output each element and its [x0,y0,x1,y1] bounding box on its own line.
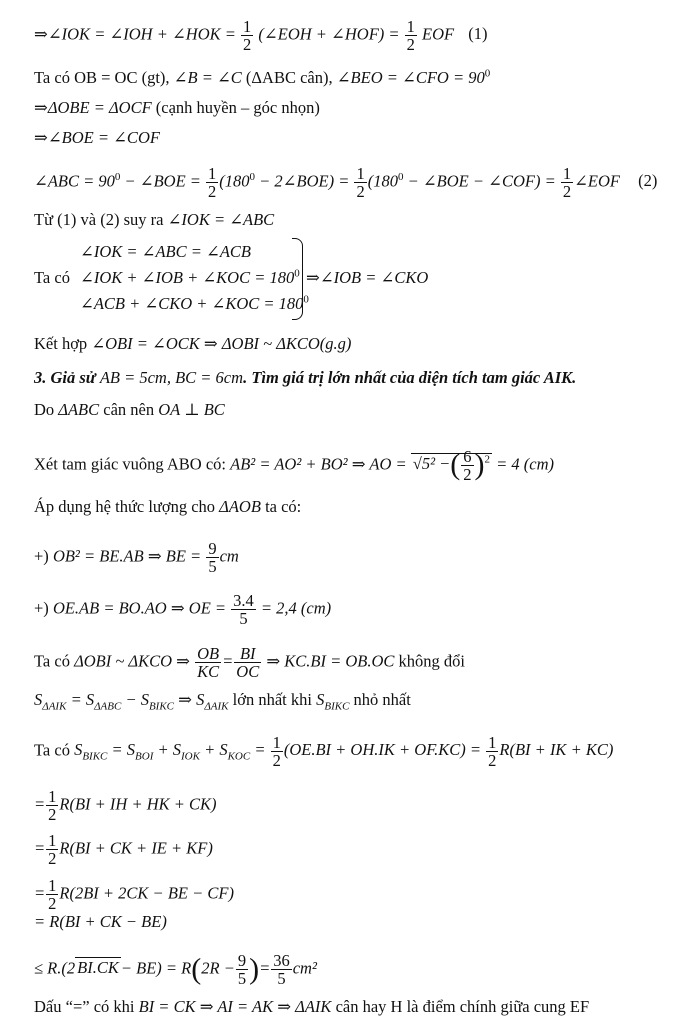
text: Từ (1) và (2) suy ra [34,210,164,229]
derivation-line-21: ≤ R.(2 BI.CK − BE) = R(2R − $\frac{9}{5}$ )= $\frac{36}{5}$ cm² [34,951,317,988]
superscript: 0 [484,67,491,80]
system-label: Ta có [34,268,70,287]
math: ∠BEO = ∠CFO = 90 [336,68,485,87]
derivation-line-17: = $\frac{1}{2}$ R(BI + IH + HK + CK) [34,787,217,824]
fraction: $\frac{1}{2}$ [406,17,415,54]
derivation-line-20: = R(BI + CK − BE) [34,912,167,931]
system-row-1: ∠IOK = ∠ABC = ∠ACB [80,242,251,261]
math: ⇒∠BOE = ∠COF [34,128,160,147]
text-line-10: Xét tam giác vuông ABO có: AB² = AO² + BO² ⇒ AO = √5² −( $\frac{6}{2}$ )$^2$ = 4 (cm) [34,447,555,484]
derivation-line-19: = $\frac{1}{2}$ R(2BI + 2CK − BE − CF) [34,876,234,913]
text-line-3 [34,98,320,118]
fraction: $\frac{1}{2}$ [243,17,252,54]
eq-text: ⇒∠IOK = ∠IOH + ∠HOK = [34,24,236,44]
fraction: $\frac{BI}{OC}$ [236,644,260,681]
fraction: $\frac{OB}{KC}$ [197,644,220,681]
text: Ta có OB = OC (gt), [34,68,170,87]
text-line-7 [34,334,351,354]
text-line-11: Áp dụng hệ thức lượng cho ΔAOB ta có: [34,497,302,516]
math: ∠B = ∠C [173,68,242,87]
system-row-3: ∠ACB + ∠CKO + ∠KOC = $180^0$ [80,293,309,313]
eq-text: (∠EOH + ∠HOF) = [258,24,400,44]
text-line-6 [34,210,274,230]
system-result: ⇒∠IOB = ∠CKO [306,268,429,287]
equation-line-5: ∠ABC = $90^0$ − ∠BOE = $\frac{1}{2}$ ($180^0$ − 2∠BOE) = $\frac{1}{2}$ ($180^0$ − ∠BOE − ∠COF) = $\frac{1}{2}$ ∠EOF (2) [34,164,658,201]
equation-tag: (1) [468,24,488,44]
fraction: $\frac{1}{2}$ [356,164,365,201]
fraction: $\frac{9}{5}$ [208,539,217,576]
text: (ΔABC cân), [245,68,333,87]
fraction: $\frac{1}{2}$ [272,733,281,770]
fraction: $\frac{1}{2}$ [488,733,497,770]
equation-tag: (2) [638,171,658,191]
text-line-14: Ta có ΔOBI ~ ΔKCO ⇒ $\frac{OB}{KC}$ = $\frac{BI}{OC}$ ⇒ KC.BI = OB.OC không đổi [34,644,466,681]
derivation-line-18: = $\frac{1}{2}$ R(BI + CK + IE + KF) [34,831,213,868]
text-line-13: +) OE.AB = BO.AO ⇒ OE = $\frac{3.4}{5}$ = 2,4 (cm) [34,591,332,628]
equation-line-1 [34,18,487,53]
fraction: $\frac{1}{2}$ [562,164,572,201]
math: ∠OBI = ∠OCK ⇒ ΔOBI ~ ΔKCO(g.g) [91,334,352,353]
math: ⇒ΔOBE = ΔOCF [34,98,152,117]
square-root: BI.CK [77,958,119,978]
square-root: √5² −( $\frac{6}{2}$ )$^2$ [412,447,491,484]
eq-text: EOF [422,24,455,44]
fraction: $\frac{1}{2}$ [208,164,217,201]
text-line-12: +) OB² = BE.AB ⇒ BE = $\frac{9}{5}$ cm [34,539,239,576]
problem-heading-3: 3. Giả sử AB = 5cm, BC = 6cm. Tìm giá trị lớn nhất của diện tích tam giác AIK. [34,368,577,387]
math: ∠IOK = ∠ABC [167,210,275,229]
text-line-2 [34,68,490,88]
right-brace [292,238,303,320]
text-line-15: $S_{\Delta AIK} = S_{\Delta ABC} - S_{BIKC}$ ⇒ $S_{\Delta AIK}$ lớn nhất khi $S_{BIKC}$ nhỏ nhất [34,690,411,713]
text-line-16: Ta có $S_{BIKC} = S_{BOI} + S_{IOK} + S_{KOC}$ = $\frac{1}{2}$ (OE.BI + OH.IK + OF.KC) = $\frac{1}{2}$ R(BI + IK + KC) [34,733,614,770]
text-line-4 [34,128,160,148]
system-row-2: ∠IOK + ∠IOB + ∠KOC = $180^0$ [80,267,300,287]
fraction: $\frac{3.4}{5}$ [233,591,254,628]
text: Kết hợp [34,334,88,353]
text: (cạnh huyền – góc nhọn) [155,98,320,117]
text-line-22: Dấu “=” có khi BI = CK ⇒ AI = AK ⇒ ΔAIK cân hay H là điểm chính giữa cung EF [34,997,590,1016]
text-line-9: Do ΔABC cân nên OA ⊥ BC [34,400,225,419]
